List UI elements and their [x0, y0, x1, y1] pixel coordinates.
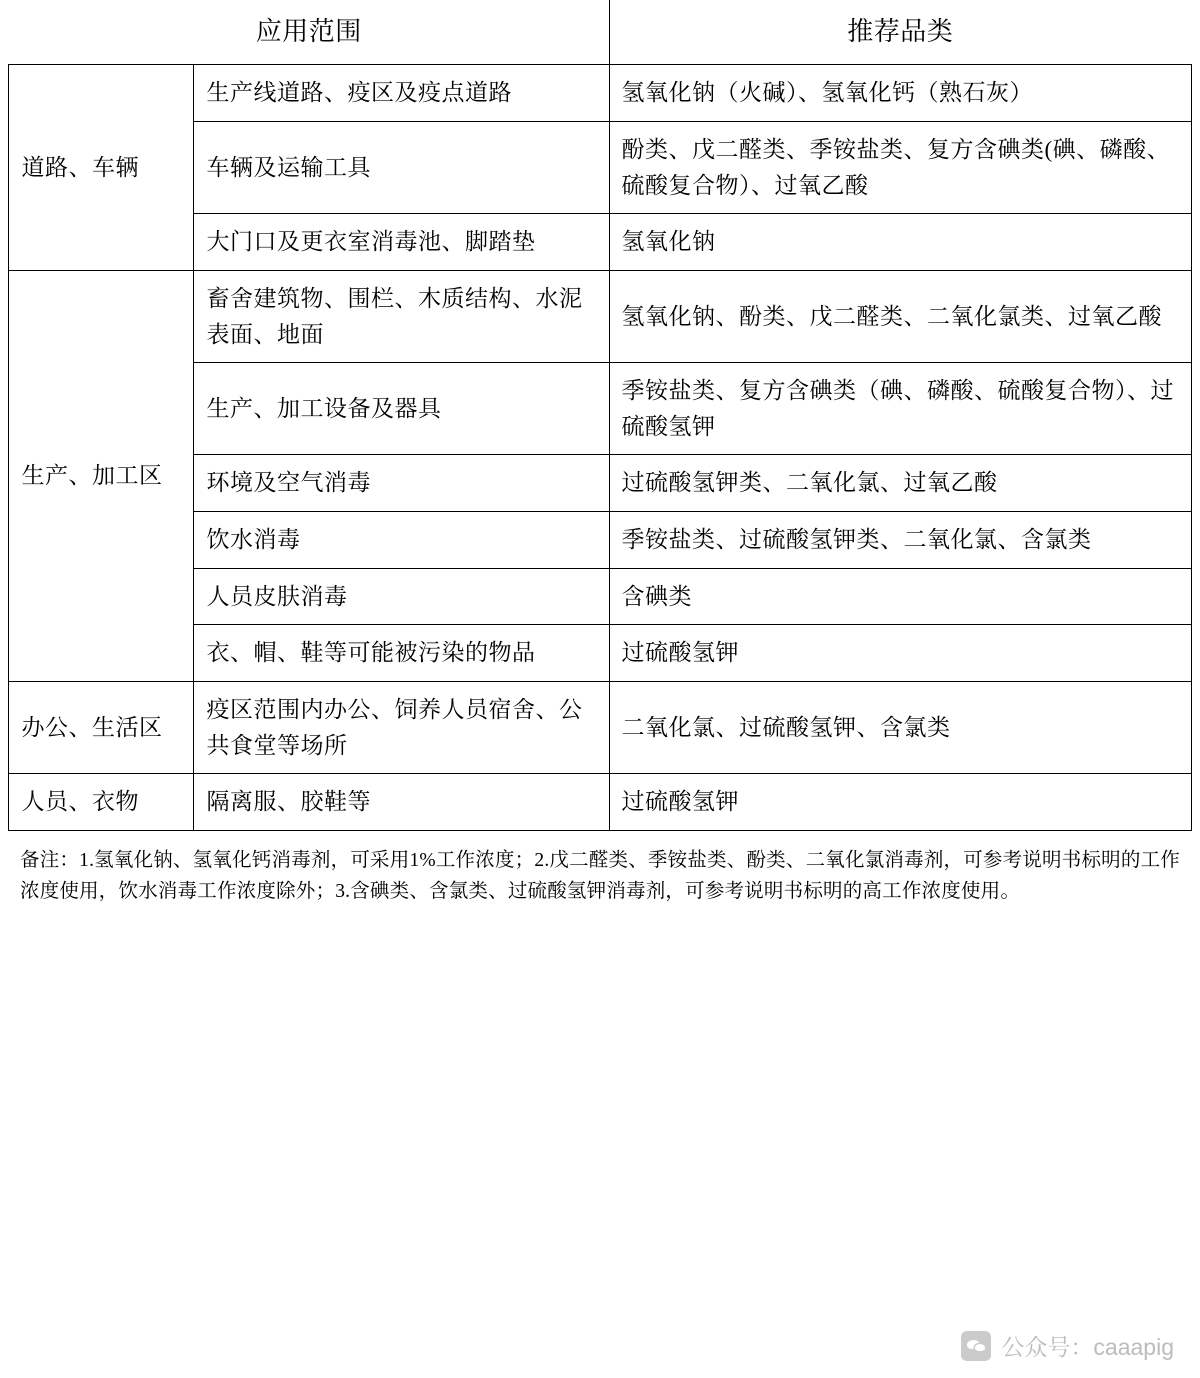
product-cell: 酚类、戊二醛类、季铵盐类、复方含碘类(碘、磷酸、硫酸复合物）、过氧乙酸: [609, 121, 1191, 213]
table-row: [9, 65, 1191, 122]
area-cell: 道路、车辆: [9, 65, 194, 271]
scope-cell: 衣、帽、鞋等可能被污染的物品: [194, 625, 609, 682]
product-cell: 氢氧化钠、酚类、戊二醛类、二氧化氯类、过氧乙酸: [609, 270, 1191, 362]
scope-cell: 车辆及运输工具: [194, 121, 609, 213]
product-cell: 过硫酸氢钾: [609, 625, 1191, 682]
product-cell: 含碘类: [609, 568, 1191, 625]
table-header: [9, 0, 1191, 65]
watermark: [961, 1329, 1174, 1362]
table-header-row: [9, 0, 1191, 65]
product-cell: 过硫酸氢钾类、二氧化氯、过氧乙酸: [609, 455, 1191, 512]
wechat-icon: [961, 1331, 991, 1361]
disinfectant-recommendation-table: [8, 0, 1191, 831]
header-application-scope: 应用范围: [9, 0, 609, 65]
scope-cell: 大门口及更衣室消毒池、脚踏垫: [194, 214, 609, 271]
area-cell: 办公、生活区: [9, 681, 194, 773]
table-body: [9, 65, 1191, 831]
table-row: [9, 774, 1191, 831]
product-cell: 过硫酸氢钾: [609, 774, 1191, 831]
scope-cell: 人员皮肤消毒: [194, 568, 609, 625]
scope-cell: 隔离服、胶鞋等: [194, 774, 609, 831]
table-footnote: 备注：1.氢氧化钠、氢氧化钙消毒剂，可采用1%工作浓度；2.戊二醛类、季铵盐类、酚类、二氧化氯消毒剂，可参考说明书标明的工作浓度使用，饮水消毒工作浓度除外；3.含碘类、含氯类、过硫酸氢钾消毒剂，可参考说明书标明的高工作浓度使用。: [20, 849, 1180, 903]
scope-cell: 疫区范围内办公、饲养人员宿舍、公共食堂等场所: [194, 681, 609, 773]
scope-cell: 畜舍建筑物、围栏、木质结构、水泥表面、地面: [194, 270, 609, 362]
area-cell: 生产、加工区: [9, 270, 194, 681]
watermark-text: 公众号：caaapig: [1001, 1334, 1174, 1360]
area-cell: 人员、衣物: [9, 774, 194, 831]
scope-cell: 生产线道路、疫区及疫点道路: [194, 65, 609, 122]
table-row: [9, 270, 1191, 362]
scope-cell: 生产、加工设备及器具: [194, 363, 609, 455]
product-cell: 二氧化氯、过硫酸氢钾、含氯类: [609, 681, 1191, 773]
header-recommended-product: 推荐品类: [609, 0, 1191, 65]
product-cell: 季铵盐类、过硫酸氢钾类、二氧化氯、含氯类: [609, 512, 1191, 569]
table-row: [9, 681, 1191, 773]
scope-cell: 饮水消毒: [194, 512, 609, 569]
scope-cell: 环境及空气消毒: [194, 455, 609, 512]
product-cell: 氢氧化钠: [609, 214, 1191, 271]
product-cell: 氢氧化钠（火碱）、氢氧化钙（熟石灰）: [609, 65, 1191, 122]
product-cell: 季铵盐类、复方含碘类（碘、磷酸、硫酸复合物）、过硫酸氢钾: [609, 363, 1191, 455]
